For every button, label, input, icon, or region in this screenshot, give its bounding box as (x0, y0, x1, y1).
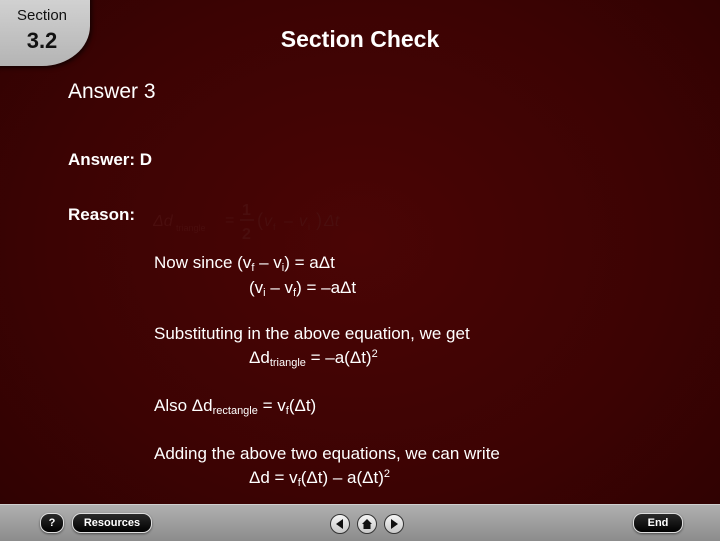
previous-button[interactable] (330, 514, 350, 534)
formula-close-paren: ) (316, 210, 322, 230)
arrow-right-icon (388, 518, 400, 530)
line-delta-triangle: $\Delta d_{triangle} = -a(\Delta t)^2$ (249, 348, 378, 369)
page-title: Section Check (280, 26, 440, 52)
line-reversed: $(v_i - v_f) = -a\Delta t$ (249, 278, 357, 299)
arrow-left-icon (334, 518, 346, 530)
home-button[interactable] (357, 514, 377, 534)
section-label: Section (16, 7, 68, 24)
formula-open-paren: ( (257, 210, 263, 230)
formula-vf-sub: f (273, 222, 276, 232)
answer-heading: Answer 3 (68, 80, 156, 103)
next-button[interactable] (384, 514, 404, 534)
line-now-since: Now since $(v_f - v_i) = a\Delta t$ (154, 253, 335, 274)
reason-label: Reason: (68, 205, 136, 224)
line-delta-rectangle: Also $\Delta d_{rectangle} = v_f(\Delta t)$ (154, 396, 317, 417)
navigation-bar (0, 504, 720, 541)
line-substituting: Substituting in the above equation, we get (154, 324, 470, 343)
answer-line: Answer: D (68, 150, 153, 169)
formula-delta-d: Δd (153, 213, 173, 230)
formula-minus: – (284, 213, 293, 230)
resources-button[interactable]: Resources (72, 513, 152, 533)
formula-vi-sub: i (308, 222, 310, 232)
end-button[interactable]: End (633, 513, 683, 533)
formula-dt: Δt (324, 213, 340, 230)
formula-subscript: triangle (176, 223, 206, 233)
line-final-equation: $\Delta d = v_f(\Delta t) - a(\Delta t)^2$ (249, 468, 391, 489)
formula-equals: = (225, 212, 235, 229)
line-adding: Adding the above two equations, we can write (154, 444, 500, 463)
help-button[interactable]: ? (40, 513, 64, 533)
formula-vi: v (299, 213, 307, 230)
formula-denominator: 2 (242, 226, 251, 243)
formula-vf: v (264, 213, 272, 230)
section-number: 3.2 (26, 28, 58, 53)
home-icon (361, 518, 373, 530)
reason-formula (153, 200, 353, 244)
formula-numerator: 1 (242, 202, 251, 219)
